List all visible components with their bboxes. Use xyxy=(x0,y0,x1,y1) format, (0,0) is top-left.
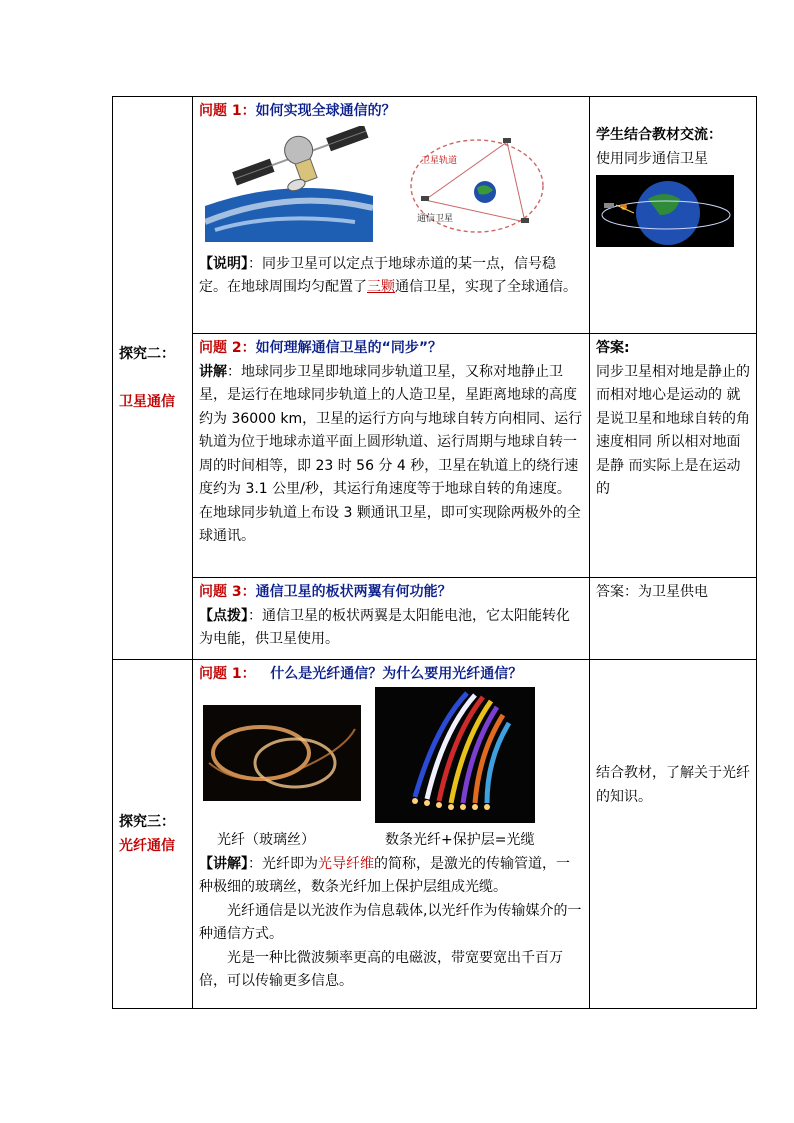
s2-q2-explanation xyxy=(199,361,583,549)
lead-label: 讲解 xyxy=(199,363,227,380)
s3-q1-heading xyxy=(199,663,583,687)
s3-q1-cell xyxy=(193,660,590,1009)
note-head: 【点拨】 xyxy=(199,607,248,624)
question-number: 问题 3： xyxy=(199,584,256,600)
note-text: ：通信卫星的板状两翼是太阳能电池，它太阳能转化为电能，供卫星使用。 xyxy=(199,607,570,647)
question-number: 问题 1： xyxy=(199,103,256,119)
fiber-cable-image xyxy=(375,687,535,823)
table-row xyxy=(113,97,757,334)
question-text: 如何理解通信卫星的“同步”？ xyxy=(255,340,443,356)
lead-highlight: 光导纤维 xyxy=(318,855,374,872)
section2-subtitle: 卫星通信 xyxy=(119,394,175,410)
side-text: 使用同步通信卫星 xyxy=(596,150,708,167)
orbit-label: 卫星轨道 xyxy=(421,155,458,166)
s2-q2-cell xyxy=(193,334,590,578)
s2-q2-heading xyxy=(199,337,583,361)
table-row xyxy=(113,578,757,660)
lead-text-a: ：光纤即为 xyxy=(248,855,318,872)
answer-text: 答案：为卫星供电 xyxy=(596,584,708,600)
s3-q1-paragraph-2: 光纤通信是以光波作为信息载体,以光纤作为传输媒介的一种通信方式。 xyxy=(199,902,582,942)
question-text: 如何实现全球通信的？ xyxy=(255,103,396,119)
question-text: 什么是光纤通信？为什么要用光纤通信？ xyxy=(270,666,523,682)
section3-subtitle: 光纤通信 xyxy=(119,838,175,854)
question-number: 问题 2： xyxy=(199,340,256,356)
section2-label-cell xyxy=(113,97,193,660)
table-row xyxy=(113,334,757,578)
s3-q1-side-cell xyxy=(590,660,757,1009)
s2-q1-heading xyxy=(199,100,583,124)
lead-label: 【讲解】 xyxy=(199,855,248,872)
side-heading: 学生结合教材交流： xyxy=(596,127,722,143)
section2-title: 探究二： xyxy=(119,346,175,362)
lead-text-b: 的简称，是激光的传输管道，一种极细的玻璃丝，数条光纤加上保护层组成光缆。 xyxy=(199,855,570,895)
s2-q3-heading xyxy=(199,581,583,605)
orbit-diagram-image xyxy=(407,134,547,238)
s2-q1-note xyxy=(199,253,583,300)
section3-label-cell xyxy=(113,660,193,1009)
explanation-text: ：地球同步卫星即地球同步轨道卫星，又称对地静止卫星，是运行在地球同步轨道上的人造卫星，星距离地球的高度约为 36000 km，卫星的运行方向与地球自转方向相同、运行轨道为位于地球赤道平面上圆形轨道、运行周期与地球自转一周的时间相等，即 23 时 56 分 4 秒，卫星在轨道上的绕行速度约为 3.1 公里/秒，其运行角速度等于地球自转的角速度。在地球同步轨道上布设 3 颗通讯卫星，即可实现除两极外的全球通讯。 xyxy=(199,363,583,544)
caption-cable: 数条光纤+保护层=光缆 xyxy=(385,831,535,848)
s2-q1-cell xyxy=(193,97,590,334)
note-head: 【说明】 xyxy=(199,255,248,272)
lesson-table xyxy=(112,96,757,1009)
synchronous-satellite-image xyxy=(596,175,734,247)
satellite-label: 通信卫星 xyxy=(417,213,454,224)
section3-title: 探究三： xyxy=(119,814,175,830)
s2-q2-side-cell xyxy=(590,334,757,578)
s3-q1-images xyxy=(199,687,583,829)
table-row xyxy=(113,660,757,1009)
s2-q3-note xyxy=(199,605,583,652)
s2-q1-side-cell xyxy=(590,97,757,334)
answer-heading: 答案: xyxy=(596,340,630,356)
answer-text: 同步卫星相对地是静止的 而相对地心是运动的 就是说卫星和地球自转的角速度相同 所以相对地面是静 而实际上是在运动的 xyxy=(596,363,750,497)
satellite-earth-image xyxy=(205,126,373,242)
s2-q3-cell xyxy=(193,578,590,660)
s2-q1-images xyxy=(199,124,583,249)
fiber-glass-image xyxy=(203,705,361,801)
question-number: 问题 1： xyxy=(199,666,256,682)
caption-fiber: 光纤（玻璃丝） xyxy=(217,831,315,848)
note-text-a: ：同步卫星可以定点于地球赤道的某一点，信号稳定。在地球周围均匀配置了 xyxy=(199,255,556,295)
s3-q1-paragraph-3: 光是一种比微波频率更高的电磁波，带宽要宽出千百万倍，可以传输更多信息。 xyxy=(199,949,563,989)
s2-q3-side-cell xyxy=(590,578,757,660)
note-highlight: 三颗 xyxy=(367,279,395,295)
s3-q1-lead xyxy=(199,853,583,900)
s3-q1-captions xyxy=(199,829,583,853)
question-text: 通信卫星的板状两翼有何功能？ xyxy=(255,584,452,600)
side-text: 结合教材，了解关于光纤的知识。 xyxy=(596,765,750,805)
note-text-b: 通信卫星，实现了全球通信。 xyxy=(395,279,577,295)
